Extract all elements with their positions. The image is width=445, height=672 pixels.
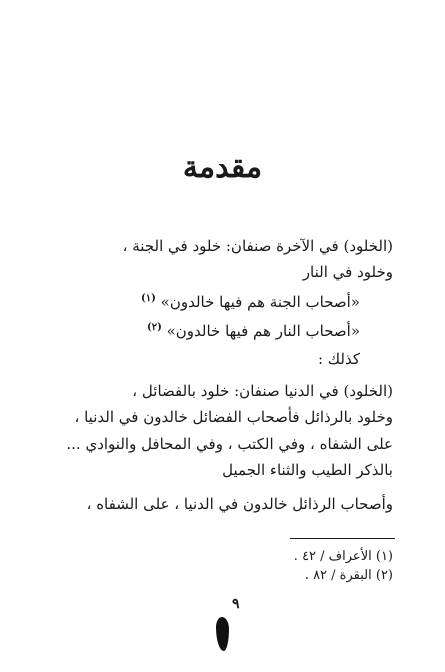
paragraph-2-line-1: (الخلود) في الدنيا صنفان: خلود بالفضائل ،	[132, 382, 393, 400]
footnote-divider	[290, 538, 395, 539]
paragraph-2-line-2: وخلود بالرذائل فأصحاب الفضائل خالدون في الدنيا ،	[74, 408, 393, 426]
footnote-2: (٢) البقرة / ٨٢ .	[304, 568, 393, 583]
footnote-ref-1: (١)	[141, 293, 156, 304]
page-title: مقدمة	[182, 150, 263, 185]
quote-2-text: «أصحاب النار هم فيها خالدون»	[166, 322, 360, 340]
quote-2	[147, 323, 360, 339]
paragraph-2-line-3: على الشفاه ، وفي الكتب ، وفي المحافل والنوادي ...	[66, 435, 393, 453]
kadhalik-label: كذلك :	[317, 350, 360, 368]
ink-blot	[216, 617, 229, 651]
footnote-ref-2: (٢)	[146, 322, 162, 333]
paragraph-1-line-1: (الخلود) في الآخرة صنفان: خلود في الجنة ،	[122, 237, 393, 255]
paragraph-2-line-4: بالذكر الطيب والثناء الجميل	[222, 461, 393, 479]
paragraph-3-line-1: وأصحاب الرذائل خالدون في الدنيا ، على الشفاه ،	[86, 495, 393, 513]
footnote-1: (١) الأعراف / ٤٢ .	[293, 549, 393, 564]
quote-1	[141, 294, 360, 310]
page-number: ٩	[232, 596, 240, 612]
quote-1-text: «أصحاب الجنة هم فيها خالدون»	[160, 293, 360, 311]
paragraph-1-line-2: وخلود في النار	[302, 263, 393, 281]
